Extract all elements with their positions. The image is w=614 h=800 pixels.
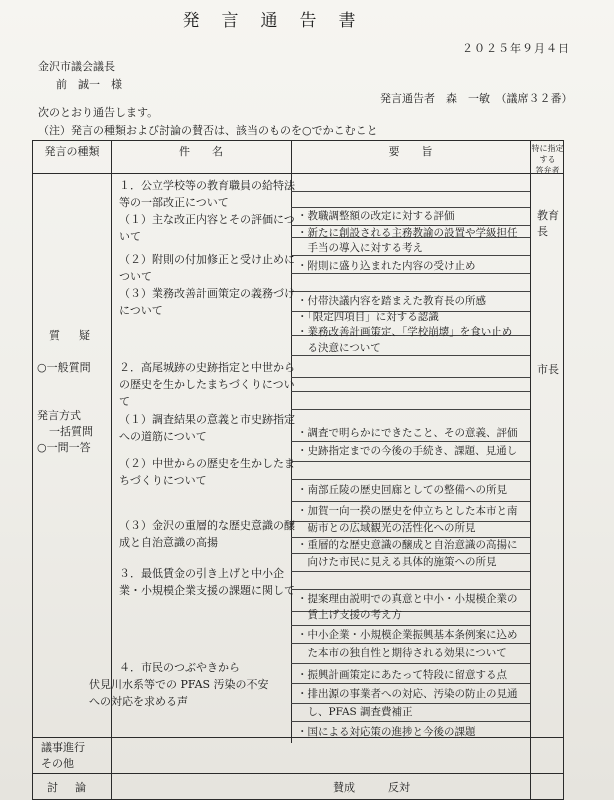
summary-row-line xyxy=(291,589,530,590)
column-divider xyxy=(291,141,292,743)
summary-point: し、PFAS 調査費補正 xyxy=(297,706,413,718)
summary-point: た本市の独自性と期待される効果について xyxy=(297,647,507,659)
subject-line: （１）調査結果の意義と市史跡指定 xyxy=(119,413,295,426)
summary-point: ・付帯決議内容を踏まえた教育長の所感 xyxy=(297,295,486,307)
addressee xyxy=(38,58,122,94)
summary-row-line xyxy=(291,461,530,462)
summary-row-line xyxy=(291,255,530,256)
notice-table xyxy=(32,140,564,800)
debate-label: 討 論 xyxy=(47,781,89,794)
summary-row-line xyxy=(291,273,530,274)
summary-point: ・南部丘陵の歴史回廊としての整備への所見 xyxy=(297,484,507,496)
summary-row-line xyxy=(291,355,530,356)
subject-line: １．公立学校等の教育職員の給特法 xyxy=(119,179,295,192)
intro-block xyxy=(38,104,378,140)
summary-point: る決意について xyxy=(297,342,381,354)
subject-line: （１）主な改正内容とその評価につ xyxy=(119,213,295,226)
subject-line: ３．最低賃金の引き上げと中小企 xyxy=(119,567,284,580)
summary-point: ・史跡指定までの今後の手続き、課題、見通し xyxy=(297,445,518,457)
header-respondent-line2: 答弁者 xyxy=(535,166,560,175)
addressee-title: 金沢市議会議長 xyxy=(38,60,115,73)
summary-row-line xyxy=(291,663,530,664)
summary-point: ・附則に盛り込まれた内容の受け止め xyxy=(297,260,476,272)
summary-point: ・提案理由説明での真意と中小・小規模企業の xyxy=(297,593,518,605)
document-date: ２０２５年９月４日 xyxy=(462,42,570,55)
summary-point: ・振興計画策定にあたって特段に留意する点 xyxy=(297,669,507,681)
summary-row-line xyxy=(291,721,530,722)
header-subject: 件 名 xyxy=(179,145,223,158)
subject-line: の歴史を生かしたまちづくりについ xyxy=(119,378,295,391)
note-text: （注）発言の種類および討論の賛否は、該当のものを○でかこむこと xyxy=(38,124,378,137)
summary-point: ・新たに創設される主務教諭の設置や学級担任 xyxy=(297,227,518,239)
summary-row-line xyxy=(291,377,530,378)
summary-point: ・教職調整額の改定に対する評価 xyxy=(297,210,455,222)
type-general-question: ○一般質問 xyxy=(37,361,91,374)
method-bulk: 一括質問 xyxy=(49,425,93,438)
method-each: ○一問一答 xyxy=(37,441,91,454)
header-divider xyxy=(33,173,563,174)
header-summary: 要 旨 xyxy=(388,145,433,158)
type-question: 質 疑 xyxy=(49,329,94,342)
summary-point: 砺市との広域観光の活性化への所見 xyxy=(297,522,476,534)
summary-point: ・中小企業・小規模企業振興基本条例案に込め xyxy=(297,629,518,641)
summary-row-line xyxy=(291,391,530,392)
subject-line: 伏見川水系等での PFAS 汚染の不安 xyxy=(89,678,269,691)
summary-point: 賃上げ支援の考え方 xyxy=(297,609,402,621)
summary-row-line xyxy=(291,501,530,502)
summary-point: ・排出源の事業者への対応、汚染の防止の見通 xyxy=(297,688,518,700)
summary-row-line xyxy=(291,683,530,684)
subject-line: 成と自治意識の高揚 xyxy=(119,536,218,549)
summary-point: ・業務改善計画策定、「学校崩壊」を食い止め xyxy=(297,326,513,338)
respondent-mayor: 市長 xyxy=(537,363,559,376)
intro-text: 次のとおり通告します。 xyxy=(38,106,159,119)
caller-info: 発言通告者 森 一敏 （議席３２番） xyxy=(380,92,573,105)
summary-point: ・調査で明らかにできたこと、その意義、評価 xyxy=(297,427,518,439)
footer-divider xyxy=(33,737,563,738)
summary-row-line xyxy=(291,191,530,192)
document-title: 発言通告書 xyxy=(182,11,378,31)
subject-line: ４．市民のつぶやきから xyxy=(119,661,240,674)
subject-line: について xyxy=(119,304,163,317)
summary-point: 向けた市民に見える具体的施策への所見 xyxy=(297,556,497,568)
summary-point: ・重層的な歴史意識の醸成と自治意識の高揚に xyxy=(297,539,518,551)
subject-line: 業・小規模企業支援の課題に関して xyxy=(119,584,295,597)
summary-row-line xyxy=(291,571,530,572)
proceedings-label-other: その他 xyxy=(41,757,74,770)
subject-line: （３）金沢の重層的な歴史意識の醸 xyxy=(119,519,295,532)
column-divider xyxy=(530,141,531,799)
footer-divider xyxy=(33,773,563,774)
subject-line: （２）附則の付加修正と受け止めに xyxy=(119,253,295,266)
subject-line: ちづくりについて xyxy=(119,474,207,487)
summary-point: ・加賀一向一揆の歴史を仲立ちとした本市と南 xyxy=(297,505,518,517)
header-respondent-line1: 特に指定する xyxy=(531,144,564,164)
summary-row-line xyxy=(291,441,530,442)
summary-point: ・国による対応策の進捗と今後の課題 xyxy=(297,726,476,738)
header-respondent xyxy=(530,143,565,176)
respondent-education-superintendent: 教育長 xyxy=(537,209,559,238)
subject-line: への道筋について xyxy=(119,430,207,443)
subject-line: 等の一部改正について xyxy=(119,196,229,209)
subject-line: ついて xyxy=(119,270,152,283)
subject-line: （３）業務改善計画策定の義務づけ xyxy=(119,287,295,300)
summary-row-line xyxy=(291,479,530,480)
subject-line: て xyxy=(119,395,130,408)
subject-line: への対応を求める声 xyxy=(89,695,188,708)
subject-line: ２．高尾城跡の史跡指定と中世から xyxy=(119,361,295,374)
proceedings-label: 議事進行 xyxy=(41,741,85,754)
subject-line: いて xyxy=(119,230,141,243)
summary-row-line xyxy=(291,409,530,410)
method-label: 発言方式 xyxy=(37,409,81,422)
summary-point: ・「限定四項目」に対する認識 xyxy=(297,311,439,323)
summary-row-line xyxy=(291,625,530,626)
summary-point: 手当の導入に対する考え xyxy=(297,242,423,254)
subject-line: （２）中世からの歴史を生かしたま xyxy=(119,457,295,470)
summary-row-line xyxy=(291,643,530,644)
addressee-name: 前 誠一 様 xyxy=(56,78,122,91)
header-type: 発言の種類 xyxy=(44,145,100,158)
favor-against-options: 賛成 反対 xyxy=(333,781,410,794)
summary-row-line xyxy=(291,291,530,292)
